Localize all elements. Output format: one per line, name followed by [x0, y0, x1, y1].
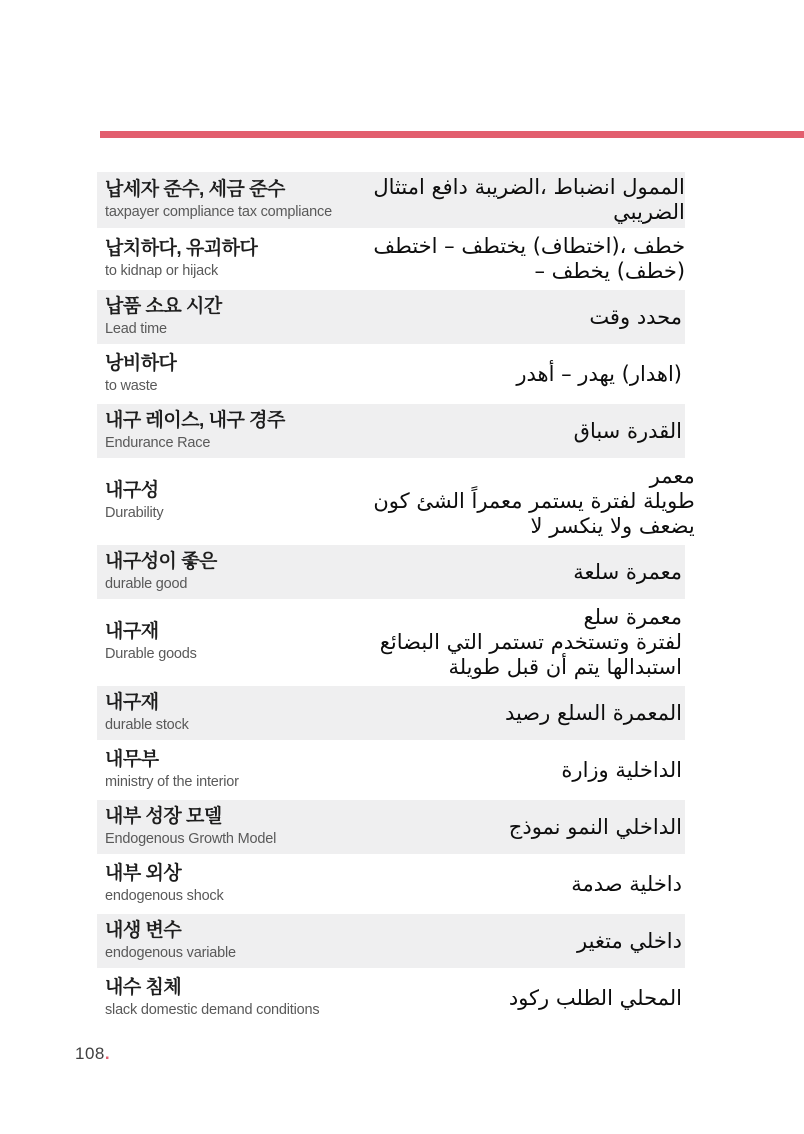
arabic-line: سباق‎ القدرة	[573, 418, 682, 443]
source-term-cell	[97, 409, 373, 454]
arabic-line: معمر	[649, 464, 695, 488]
korean-term: 내구 레이스, 내구 경주	[105, 409, 285, 431]
korean-term: 내수 침체	[105, 976, 182, 998]
arabic-term	[373, 362, 685, 387]
table-row	[97, 602, 685, 683]
source-term-cell	[97, 748, 373, 793]
arabic-line: لا‎ ينكسر‎ ولا‎ يضعف	[530, 514, 695, 538]
english-term: slack domestic demand conditions	[105, 1001, 320, 1018]
top-accent-rule	[100, 131, 804, 138]
korean-term: 납치하다, 유괴하다	[105, 237, 258, 259]
arabic-line: الضريبي	[613, 200, 685, 224]
table-row	[97, 800, 685, 854]
table-row	[97, 461, 695, 542]
arabic-term	[373, 464, 697, 539]
table-row	[97, 743, 685, 797]
source-term-cell	[97, 862, 373, 907]
arabic-line: متغير‎ داخلي	[577, 928, 682, 953]
english-term: endogenous shock	[105, 887, 224, 904]
arabic-term	[373, 701, 685, 726]
english-term: Durable goods	[105, 646, 197, 662]
arabic-term	[373, 175, 688, 225]
arabic-term	[373, 605, 685, 680]
table-row	[97, 686, 685, 740]
english-term: durable good	[105, 575, 188, 592]
english-term: endogenous variable	[105, 944, 236, 961]
arabic-term	[373, 305, 685, 330]
korean-term: 내부 성장 모델	[105, 805, 222, 827]
arabic-line: وقت‎ محدد	[589, 304, 682, 329]
arabic-term	[373, 419, 685, 444]
arabic-line: صدمة‎ داخلية	[571, 871, 682, 896]
arabic-line: البضائع‎ التي‎ تستمر‎ وتستخدم‎ لفترة	[379, 630, 682, 654]
arabic-term	[373, 560, 685, 585]
korean-term: 내구재	[105, 691, 159, 713]
arabic-line: وزارة‎ الداخلية	[561, 757, 682, 782]
english-term: to waste	[105, 377, 158, 394]
arabic-line: رصيد‎ السلع‎ المعمرة	[504, 700, 682, 725]
table-row	[97, 971, 685, 1025]
arabic-line: اختطف‎ –‎ يختطف‎ (اختطاف)،‎ خطف	[373, 234, 686, 258]
source-term-cell	[97, 295, 373, 340]
korean-term: 낭비하다	[105, 352, 177, 374]
korean-term: 내구성	[105, 480, 159, 501]
arabic-line: –‎ يخطف‎ (خطف)	[534, 259, 686, 283]
english-term: Endogenous Growth Model	[105, 830, 277, 847]
english-term: ministry of the interior	[105, 773, 239, 790]
source-term-cell	[97, 976, 373, 1021]
table-row	[97, 857, 685, 911]
source-term-cell	[97, 352, 373, 397]
glossary-table	[97, 172, 695, 1028]
korean-term: 내무부	[105, 748, 159, 770]
source-term-cell	[97, 479, 373, 524]
arabic-line: نموذج‎ النمو‎ الداخلي	[508, 814, 682, 839]
arabic-line: أهدر‎ –‎ يهدر‎ (اهدار)	[516, 361, 682, 386]
table-row	[97, 172, 685, 228]
english-term: Endurance Race	[105, 434, 211, 451]
source-term-cell	[97, 805, 373, 850]
arabic-line: سلعة‎ معمرة	[573, 559, 682, 584]
korean-term: 납품 소요 시간	[105, 295, 222, 317]
arabic-term	[373, 815, 685, 840]
footer	[75, 1044, 110, 1064]
source-term-cell	[97, 620, 373, 665]
english-term: Lead time	[105, 320, 167, 337]
source-term-cell	[97, 550, 373, 595]
english-term: to kidnap or hijack	[105, 262, 219, 279]
table-row	[97, 290, 685, 344]
page-number-dot: .	[104, 1044, 111, 1063]
arabic-term	[373, 758, 685, 783]
korean-term: 내생 변수	[105, 919, 182, 941]
english-term: Durability	[105, 505, 164, 521]
arabic-line: طويلة‎ قبل‎ أن‎ يتم‎ استبدالها	[448, 655, 682, 679]
page-number: 108	[75, 1044, 105, 1063]
arabic-line: امتثال‎ دافع‎ الضريبة،‎ انضباط‎ الممول	[373, 175, 685, 199]
arabic-line: سلع‎ معمرة	[583, 605, 682, 629]
korean-term: 내부 외상	[105, 862, 182, 884]
arabic-line: كون‎ الشئ‎ معمراً‎ يستمر‎ لفترة‎ طويلة	[373, 489, 695, 513]
arabic-term	[373, 234, 688, 284]
table-row	[97, 231, 685, 287]
english-term: durable stock	[105, 716, 189, 733]
arabic-term	[373, 929, 685, 954]
english-term: taxpayer compliance tax compliance	[105, 203, 332, 220]
table-row	[97, 545, 685, 599]
table-row	[97, 347, 685, 401]
source-term-cell	[97, 919, 373, 964]
arabic-line: ركود‎ الطلب‎ المحلي	[508, 985, 682, 1010]
table-row	[97, 914, 685, 968]
arabic-term	[373, 872, 685, 897]
source-term-cell	[97, 691, 373, 736]
source-term-cell	[97, 178, 373, 223]
arabic-term	[373, 986, 685, 1011]
korean-term: 납세자 준수, 세금 준수	[105, 178, 285, 200]
korean-term: 내구재	[105, 621, 159, 642]
korean-term: 내구성이 좋은	[105, 550, 217, 572]
table-row	[97, 404, 685, 458]
source-term-cell	[97, 237, 373, 282]
